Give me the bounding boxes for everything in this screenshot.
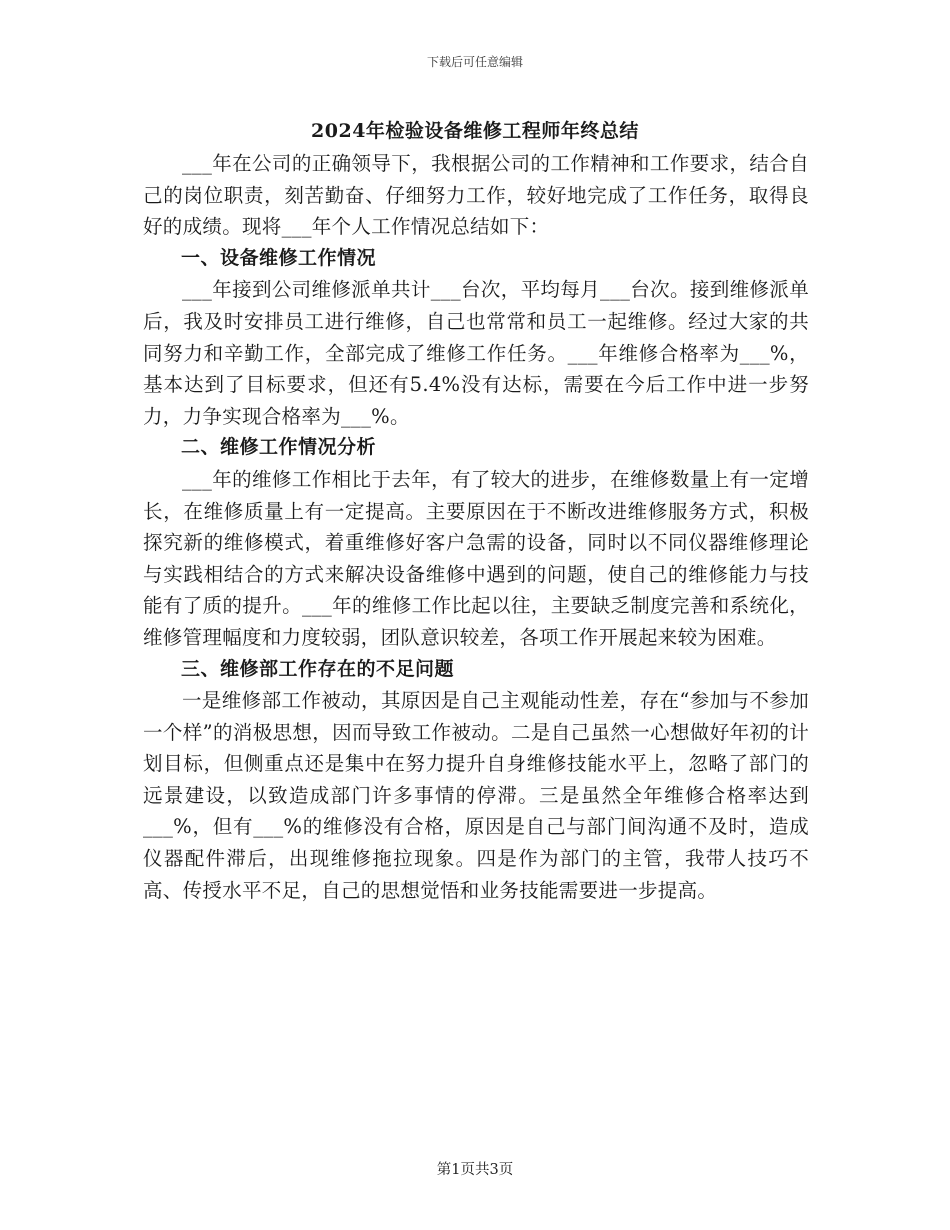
intro-paragraph: ___年在公司的正确领导下，我根据公司的工作精神和工作要求，结合自己的岗位职责，刻苦勤奋、仔细努力工作，较好地完成了工作任务，取得良好的成绩。现将___年个人工作情况总结如下： (143, 152, 809, 239)
page-header: 下载后可任意编辑 (426, 55, 523, 69)
section-heading-3: 三、维修部工作存在的不足问题 (181, 657, 455, 680)
section-body-1: ___年接到公司维修派单共计___台次，平均每月___台次。接到维修派单后，我及时安排员工进行维修，自己也常常和员工一起维修。经过大家的共同努力和辛勤工作，全部完成了维修工作任务。___年维修合格率为___%，基本达到了目标要求，但还有5.4%没有达标，需要在今后工作中进一步努力，力争实现合格率为___%。 (143, 278, 809, 428)
section-heading-2: 二、维修工作情况分析 (181, 436, 377, 459)
document-body (143, 148, 809, 906)
section-heading-1: 一、设备维修工作情况 (181, 246, 377, 269)
section-body-3: 一是维修部工作被动，其原因是自己主观能动性差，存在“参加与不参加一个样”的消极思想，因而导致工作被动。二是自己虽然一心想做好年初的计划目标，但侧重点还是集中在努力提升自身维修技能水平上，忽略了部门的远景建设，以致造成部门许多事情的停滞。三是虽然全年维修合格率达到___%，但有___%的维修没有合格，原因是自己与部门间沟通不及时，造成仪器配件滞后，出现维修拖拉现象。四是作为部门的主管，我带人技巧不高、传授水平不足，自己的思想觉悟和业务技能需要进一步提高。 (143, 689, 809, 902)
section-body-2: ___年的维修工作相比于去年，有了较大的进步，在维修数量上有一定增长，在维修质量上有一定提高。主要原因在于不断改进维修服务方式，积极探究新的维修模式，着重维修好客户急需的设备，同时以不同仪器维修理论与实践相结合的方式来解决设备维修中遇到的问题，使自己的维修能力与技能有了质的提升。___年的维修工作比起以往，主要缺乏制度完善和系统化，维修管理幅度和力度较弱，团队意识较差，各项工作开展起来较为困难。 (143, 467, 809, 649)
document-title: 2024年检验设备维修工程师年终总结 (311, 120, 639, 142)
page-footer: 第1页共3页 (436, 1162, 514, 1178)
